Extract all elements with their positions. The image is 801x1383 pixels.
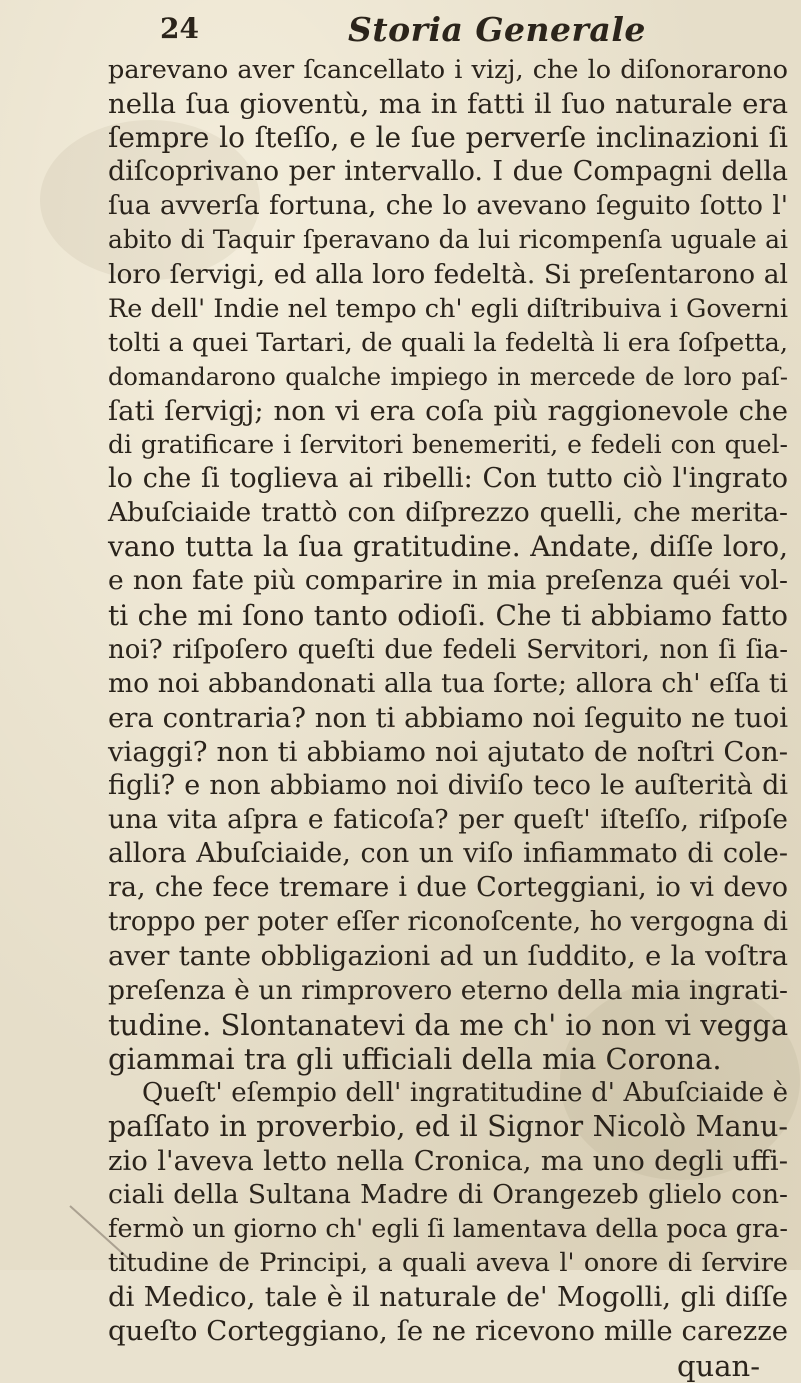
text-line: di gratificare i ſervitori benemeriti, e fedeli con quel- [108, 430, 788, 460]
text-line: diſcoprivano per intervallo. I due Compagni della [108, 156, 788, 188]
text-line: ra, che fece tremare i due Corteggiani, io vi devo [108, 872, 788, 904]
text-line: vano tutta la ſua gratitudine. Andate, diſſe loro, [108, 530, 788, 564]
text-line: e non fate più comparire in mia preſenza quéi vol- [108, 565, 788, 597]
text-line: mo noi abbandonati alla tua ſorte; allora ch' eſſa ti [108, 667, 788, 699]
text-line: preſenza è un rimprovero eterno della mia ingrati- [108, 974, 788, 1006]
text-line: domandarono qualche impiego in mercede de loro paſ- [108, 362, 788, 391]
text-line: fermò un giorno ch' egli ſi lamentava della poca gra- [108, 1214, 788, 1245]
text-line: queſto Corteggiano, ſe ne ricevono mille carezze [108, 1315, 788, 1348]
text-line: noi? riſpoſero queſti due fedeli Servitori, non ſi ſia- [108, 634, 788, 665]
text-line: giammai tra gli ufficiali della mia Corona. [108, 1041, 722, 1076]
page-header [160, 8, 720, 48]
running-title: Storia Generale [348, 10, 646, 49]
text-line: allora Abuſciaide, con un viſo infiammato di cole- [108, 838, 788, 870]
text-line: ſempre lo ſteſſo, e le ſue perverſe inclinazioni ſi [108, 121, 788, 155]
page-number: 24 [160, 12, 199, 45]
text-line: aver tante obbligazioni ad un ſuddito, e la voſtra [108, 940, 788, 973]
text-line: tudine. Slontanatevi da me ch' io non vi vegga [108, 1007, 789, 1042]
text-line: abito di Taquir ſperavano da lui ricompenſa uguale ai [108, 225, 788, 255]
text-line: viaggi? non ti abbiamo noi ajutato de noſtri Con- [108, 735, 788, 768]
text-line: una vita aſpra e faticoſa? per queſt' iſteſſo, riſpoſe [108, 804, 788, 836]
text-line: ſua avverſa fortuna, che lo avevano ſeguito ſotto l' [108, 190, 788, 222]
text-line: ſati ſervigj; non vi era coſa più raggionevole che [108, 394, 788, 427]
text-line: tolti a quei Tartari, de quali la fedeltà li era ſoſpetta, [108, 327, 788, 358]
text-line: parevano aver ſcancellato i vizj, che lo diſonorarono [108, 55, 788, 85]
body-text [108, 53, 788, 1383]
text-line: figli? e non abbiamo noi diviſo teco le auſterità di [108, 769, 788, 801]
text-line: titudine de Principi, a quali aveva l' onore di ſervire [108, 1248, 788, 1279]
text-line: di Medico, tale è il naturale de' Mogolli, gli diſſe [108, 1281, 788, 1314]
text-line: zio l'aveva letto nella Cronica, ma uno degli uffi- [108, 1145, 788, 1177]
text-line: paſſato in proverbio, ed il Signor Nicolò Manu- [108, 1109, 788, 1143]
text-line: ciali della Sultana Madre di Orangezeb glielo con- [108, 1179, 788, 1211]
catchword: quan- [676, 1348, 760, 1383]
text-line: Queſt' eſempio dell' ingratitudine d' Abuſciaide è [142, 1077, 788, 1108]
text-line: nella ſua gioventù, ma in fatti il ſuo naturale era [108, 88, 788, 121]
text-line: loro ſervigi, ed alla loro fedeltà. Si preſentarono al [108, 258, 788, 290]
text-line: troppo per poter eſſer riconoſcente, ho vergogna di [108, 907, 788, 938]
text-line: lo che ſi toglieva ai ribelli: Con tutto ciò l'ingrato [108, 463, 788, 495]
text-line: Re dell' Indie nel tempo ch' egli diſtribuiva i Governi [108, 293, 788, 324]
text-line: Abuſciaide trattò con diſprezzo quelli, che merita- [108, 497, 788, 529]
text-line: ti che mi ſono tanto odioſi. Che ti abbiamo fatto [108, 598, 788, 632]
text-line: era contraria? non ti abbiamo noi ſeguito ne tuoi [108, 701, 788, 734]
